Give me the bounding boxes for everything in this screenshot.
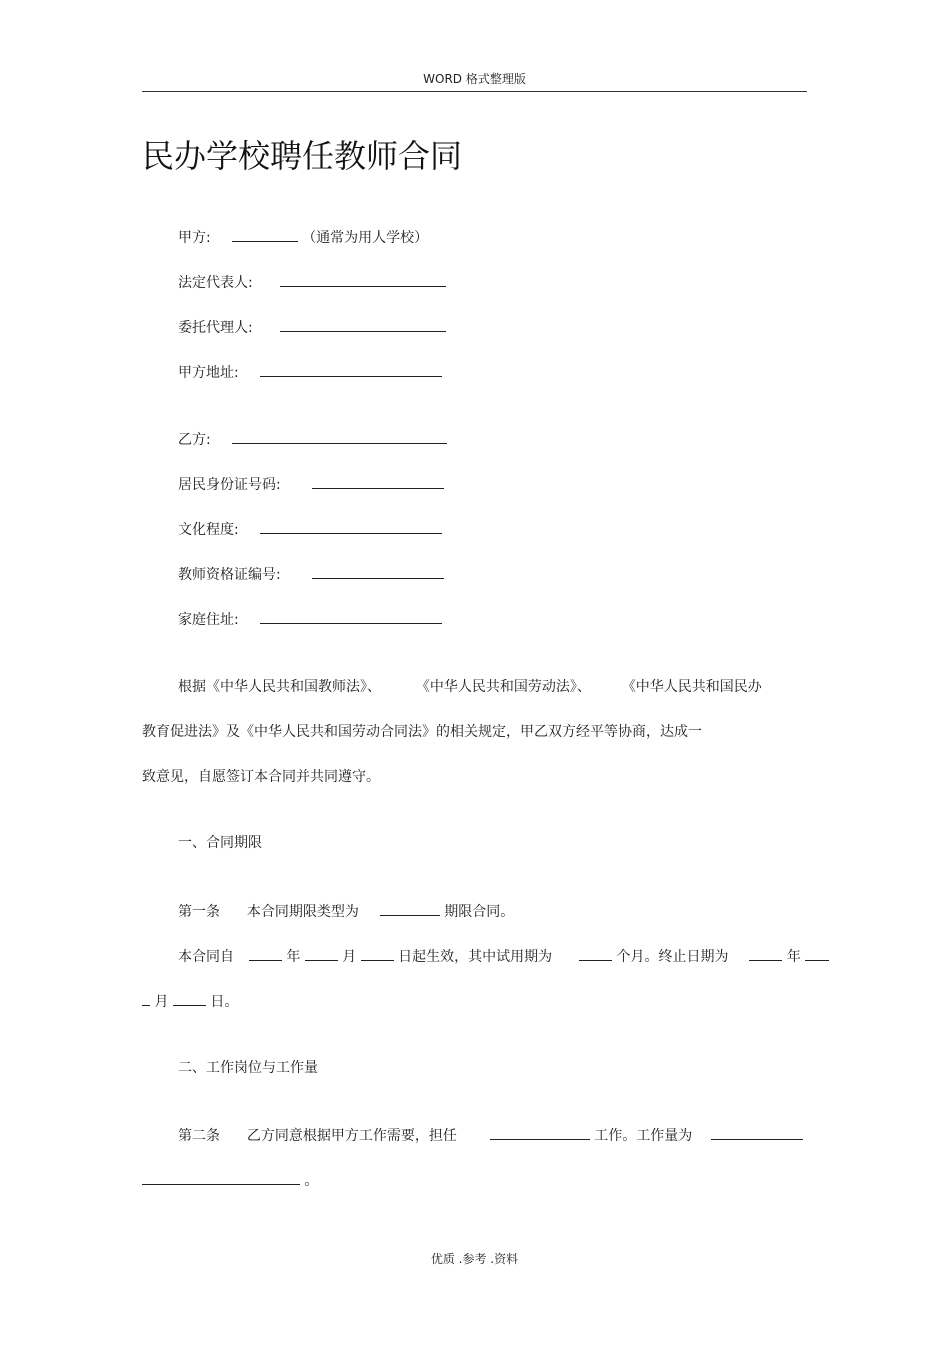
article-2-line-2 <box>142 1170 318 1191</box>
term-type-field[interactable] <box>380 901 440 916</box>
home-address-field[interactable] <box>260 609 442 624</box>
party-a-note: （通常为用人学校） <box>302 230 429 246</box>
section-1-heading: 一、合同期限 <box>178 835 262 851</box>
preamble-part-1: 根据《中华人民共和国教师法》、 <box>178 679 381 695</box>
agent-label: 委托代理人: <box>178 320 253 336</box>
probation-months-field[interactable] <box>579 946 612 961</box>
article-1-label: 第一条 <box>178 904 220 920</box>
start-month-unit: 月 <box>342 949 357 965</box>
start-month-field[interactable] <box>305 946 338 961</box>
party-b-field[interactable] <box>232 429 447 444</box>
term-line-2 <box>142 991 238 1012</box>
start-day-field[interactable] <box>361 946 394 961</box>
preamble-part-3: 《中华人民共和国民办 <box>621 679 762 695</box>
agent-line <box>178 317 446 338</box>
page-footer: 优质 .参考 .资料 <box>430 1252 519 1266</box>
party-a-address-label: 甲方地址: <box>178 365 239 381</box>
party-a-line <box>178 227 428 248</box>
term-line <box>178 946 829 967</box>
end-day-unit: 日。 <box>210 994 239 1010</box>
article-1-line <box>178 901 514 922</box>
party-a-address-line <box>178 362 442 383</box>
home-address-label: 家庭住址: <box>178 612 239 628</box>
agent-field[interactable] <box>280 317 446 332</box>
id-number-line <box>178 474 444 495</box>
page-header: WORD 格式整理版 <box>423 72 526 86</box>
party-b-line <box>178 429 447 450</box>
legal-rep-field[interactable] <box>280 272 446 287</box>
home-address-line <box>178 609 442 630</box>
article-2-line <box>178 1125 803 1146</box>
party-a-field[interactable] <box>232 227 298 242</box>
education-label: 文化程度: <box>178 522 239 538</box>
term-end-text: 个月。终止日期为 <box>616 949 729 965</box>
teacher-cert-label: 教师资格证编号: <box>178 567 281 583</box>
teacher-cert-line <box>178 564 444 585</box>
party-b-label: 乙方: <box>178 432 211 448</box>
end-day-field[interactable] <box>173 991 206 1006</box>
start-year-field[interactable] <box>249 946 282 961</box>
teacher-cert-field[interactable] <box>312 564 444 579</box>
preamble-line-3: 致意见，自愿签订本合同并共同遵守。 <box>142 769 380 785</box>
end-year-field[interactable] <box>749 946 782 961</box>
preamble-part-2: 《中华人民共和国劳动法》、 <box>415 679 591 695</box>
article-2-label: 第二条 <box>178 1128 220 1144</box>
legal-rep-line <box>178 272 446 293</box>
start-year-unit: 年 <box>286 949 301 965</box>
article-2-period: 。 <box>304 1173 319 1189</box>
article-2-text-b: 工作。工作量为 <box>594 1128 693 1144</box>
article-2-text-a: 乙方同意根据甲方工作需要，担任 <box>246 1128 457 1144</box>
term-start-label: 本合同自 <box>178 949 234 965</box>
id-number-field[interactable] <box>312 474 444 489</box>
section-2-heading: 二、工作岗位与工作量 <box>178 1060 318 1076</box>
workload-field-continued[interactable] <box>142 1170 300 1185</box>
header-divider <box>142 91 807 92</box>
end-month-field-continued[interactable] <box>142 991 150 1006</box>
preamble-line-1 <box>178 677 762 697</box>
end-month-field-part[interactable] <box>805 946 829 961</box>
workload-field[interactable] <box>711 1125 803 1140</box>
document-title: 民办学校聘任教师合同 <box>142 137 463 175</box>
education-field[interactable] <box>260 519 442 534</box>
party-a-label: 甲方: <box>178 230 211 246</box>
legal-rep-label: 法定代表人: <box>178 275 253 291</box>
article-1-text-a: 本合同期限类型为 <box>246 904 359 920</box>
article-1-text-b: 期限合同。 <box>444 904 515 920</box>
party-a-address-field[interactable] <box>260 362 442 377</box>
end-year-unit: 年 <box>786 949 801 965</box>
id-number-label: 居民身份证号码: <box>178 477 281 493</box>
education-line <box>178 519 442 540</box>
preamble-line-2: 教育促进法》及《中华人民共和国劳动合同法》的相关规定，甲乙双方经平等协商，达成一 <box>142 724 702 740</box>
position-field[interactable] <box>490 1125 590 1140</box>
term-effective-text: 日起生效，其中试用期为 <box>398 949 553 965</box>
end-month-unit: 月 <box>154 994 169 1010</box>
